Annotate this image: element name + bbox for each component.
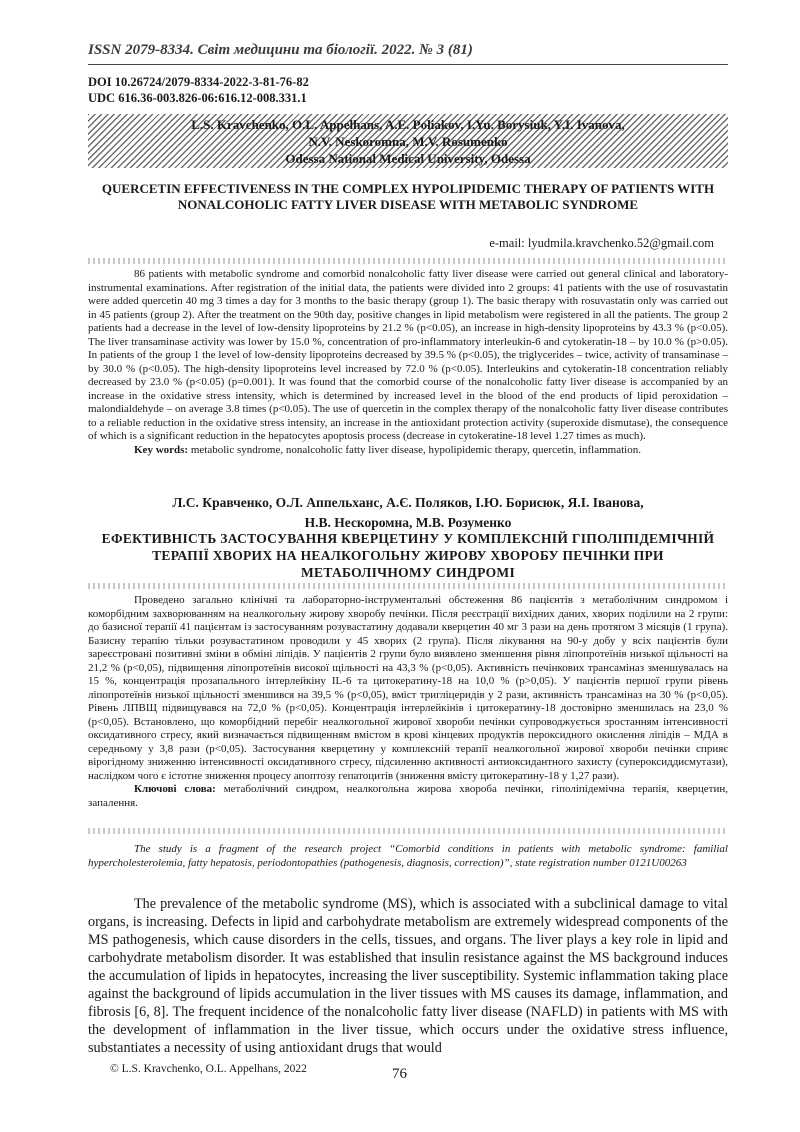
page-number: 76 [392, 1066, 407, 1082]
affiliation: Odessa National Medical University, Odessa [285, 151, 531, 166]
divider-wave [88, 828, 728, 834]
divider-wave [88, 583, 728, 589]
doi: DOI 10.26724/2079-8334-2022-3-81-76-82 [88, 75, 309, 89]
funding-note: The study is a fragment of the research project “Comorbid conditions in patients with metabolic syndrome: familial hypercholesterolemia, fatty hepatosis, periodontopathies (pathogenesis, diagnosis, correction)”, state registration number 0121U00263 [88, 843, 728, 869]
keywords-ua [88, 783, 728, 810]
keywords-text: metabolic syndrome, nonalcoholic fatty liver disease, hypolipidemic therapy, quercetin, inflammation. [190, 443, 641, 456]
authors-ua-line-2: Н.В. Нескоромна, М.В. Розуменко [304, 515, 512, 530]
article-identifiers [88, 74, 309, 106]
keywords-ua-label: Ключові слова: [134, 783, 216, 795]
article-title-ua: ЕФЕКТИВНІСТЬ ЗАСТОСУВАННЯ КВЕРЦЕТИНУ У КОМПЛЕКСНІЙ ГІПОЛІПІДЕМІЧНІЙ ТЕРАПІЇ ХВОРИХ НА НЕАЛКОГОЛЬНУ ЖИРОВУ ХВОРОБУ ПЕЧІНКИ ПРИ МЕТАБОЛІЧНОМУ СИНДРОМІ [101, 531, 715, 580]
keywords-ua-text: метаболічний синдром, неалкогольна жирова хвороба печінки, гіполіпідемічна терапія, кверцетин, запалення. [88, 783, 728, 809]
article-title-en: QUERCETIN EFFECTIVENESS IN THE COMPLEX HYPOLIPIDEMIC THERAPY OF PATIENTS WITH NONALCOHOLIC FATTY LIVER DISEASE WITH METABOLIC SYNDROME [101, 181, 715, 212]
journal-header: ISSN 2079-8334. Світ медицини та біології. 2022. № 3 (81) [88, 42, 473, 58]
abstract-ua [88, 594, 728, 810]
contact-email: e-mail: lyudmila.kravchenko.52@gmail.com [489, 236, 714, 250]
authors-line-2: N.V. Neskoromna, M.V. Rosumenko [308, 134, 508, 149]
abstract-en [88, 268, 728, 457]
article-body [88, 895, 728, 1057]
keywords-en [88, 444, 728, 458]
body-paragraph: The prevalence of the metabolic syndrome (MS), which is associated with a subclinical damage to vital organs, is increasing. Defects in lipid and carbohydrate metabolism are extremely widespread components of the MS pathogenesis, which cause disorders in the cells, tissues, and organs. The liver plays a key role in lipid and carbohydrate metabolism disorder. It was established that insulin resistance against the MS background induces the accumulation of lipids in hepatocytes, increasing the liver susceptibility. Systemic inflammation taking place against the background of lipids accumulation in the liver tissues with MS causes its damage, inflammation, and fibrosis [6, 8]. The frequent incidence of the nonalcoholic fatty liver disease (NAFLD) in patients with MS with the development of inflammation in the liver tissue, which occurs under the oxidative stress influence, substantiates a necessity of using antioxidant drugs that would [88, 896, 728, 1056]
header-rule [88, 64, 728, 65]
abstract-en-text: 86 patients with metabolic syndrome and comorbid nonalcoholic fatty liver disease were carried out general clinical and laboratory-instrumental examinations. After registration of the initial data, the patients were divided into 2 groups: 41 patients with the use of rosuvastatin were added quercetin 40 mg 3 times a day for 3 months to the basic therapy (group 1). The basic therapy with rosuvastatin only was carried out in 45 patients (group 2). After the treatment on the 90th day, positive changes in lipid metabolism were registered in all the patients. The group 2 patients had a decrease in the level of low-density lipoproteins by 21.2 % (p<0.05), an increase in high-density lipoproteins by 43.3 % (p<0.05). The liver transaminase activity was lower by 15.0 %, concentration of pro-inflammatory interleukin-6 and cytokeratin-18 – by 10.0 % (p>0.05). In patients of the group 1 the level of low-density lipoproteins decreased by 39.5 % (p<0.05), the triglycerides – twice, activity of transaminase – by 30.0 % (p<0.05). The high-density lipoproteins level increased by 72.0 % (p<0.05). Interleukins and cytokeratin-18 concentration reliably decreased by 23.0 % (p<0.05) (p=0.001). It was found that the comorbid course of the nonalcoholic fatty liver disease is accompanied by an increase in the oxidative stress intensity, which is determined by increased level in the blood of the end products of lipid peroxidation – malondialdehyde – on average 3.8 times (p<0.05). The use of quercetin in the complex therapy of the nonalcoholic fatty liver disease contributes to a reliable reduction in the oxidative stress intensity, an increase in the antioxidant protection activity (superoxide dismutase), the consequence of which is a significant reduction in the hepatocytes apoptosis process (decrease in cytokeratine-18 level 1.27 times as much). [88, 268, 728, 442]
authors-ua-line-1: Л.С. Кравченко, О.Л. Аппельханс, А.Є. Поляков, І.Ю. Борисюк, Я.І. Іванова, [172, 495, 644, 510]
authors-line-1: L.S. Kravchenko, O.L. Appelhans, A.E. Poliakov, I.Yu. Borysiuk, Y.I. Ivanova, [191, 117, 625, 132]
copyright: © L.S. Kravchenko, O.L. Appelhans, 2022 [110, 1063, 307, 1075]
divider-wave [88, 258, 728, 264]
keywords-label: Key words: [134, 443, 189, 456]
authors-block-ua [88, 493, 728, 533]
udc: UDC 616.36-003.826-06:616.12-008.331.1 [88, 91, 307, 105]
abstract-ua-text: Проведено загально клінічні та лабораторно-інструментальні обстеження 86 пацієнтів з метаболічним синдромом і коморбідним захворюванням на неалкогольну жирову хворобу печінки. Після реєстрації вихідних даних, хворих поділили на 2 групи: до базисної терапії 41 пацієнтам із застосуванням розувастатину додавали кверцетин 40 мг 3 рази на день протягом 3 місяців (1 група). Базисну терапію тільки розувастатином проводили у 45 хворих (2 група). Після лікування на 90-у добу у всіх пацієнтів були зареєстровані позитивні зміни в обміні ліпідів. У пацієнтів 2 групи було виявлено зменшення рівня ліпопротеїнів низької щільності на 21,2 % (p<0,05), підвищення ліпопротеїнів високої щільності на 43,3 % (p<0,05). Активність печінкових трансаміназ зменшувалась на 15 %, концентрація прозапального інтерлейкіну IL-6 та цитокератину-18 на 10,0 % (p>0,05). У пацієнтів першої групи рівень ліпопротеїнів низької щільності зменшився на 39,5 % (p<0,05), вміст тригліцеридів у 2 рази, активність трансаміназ на 30 % (p<0,05). Рівень ЛПВЩ підвищувався на 72,0 % (p<0,05). Концентрація інтерлейкінів і цитокератину-18 достовірно зменшилась на 23,0 % (p<0,05). Встановлено, що коморбідний перебіг неалкогольної жирової хвороби печінки супроводжується зростанням інтенсивності оксидативного стресу, який визначається підвищенням вмістом в крові кінцевих продуктів пероксидного окислення ліпідів – МДА в середньому у 3,8 рази (p<0,05). Застосування кверцетину у комплексній терапії неалкогольної жирової хвороби печінки сприяє вірогідному зниженню інтенсивності оксидативного стресу, підсиленню активності антиоксидантного захисту (супероксиддисмутази), наслідком чого є істотне зниження процесу апоптозу гепатоцитів (зниження вмісту цитокератину-18 у 1,27 рази). [88, 594, 728, 782]
authors-block-en [88, 116, 728, 167]
